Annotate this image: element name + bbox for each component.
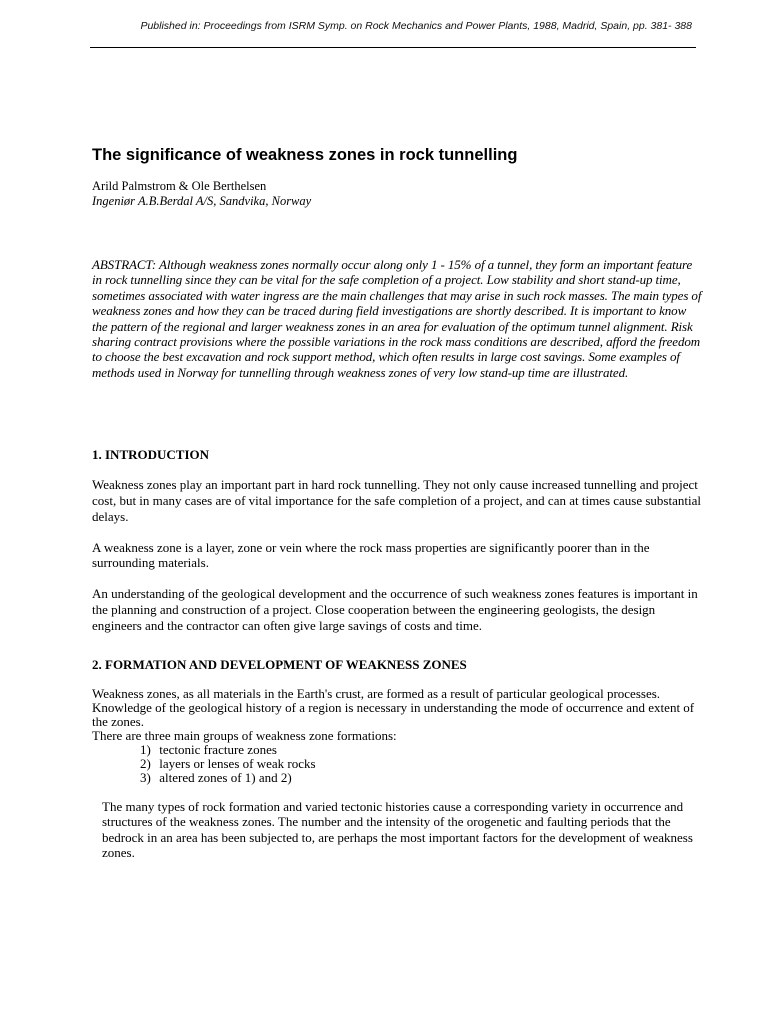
list-item <box>92 743 702 757</box>
list-lead: There are three main groups of weakness zone formations: <box>92 727 397 743</box>
list-item-number: 1) <box>140 741 151 757</box>
paragraph: A weakness zone is a layer, zone or vein where the rock mass properties are significantly poorer than in the surrounding materials. <box>92 539 650 571</box>
section-heading: 2. FORMATION AND DEVELOPMENT OF WEAKNESS ZONES <box>92 656 467 672</box>
list-item-text: tectonic fracture zones <box>159 741 277 757</box>
running-header-citation: Published in: Proceedings from ISRM Symp. on Rock Mechanics and Power Plants, 1988, Madrid, Spain, pp. 381- 388 <box>140 20 692 32</box>
section-formation <box>92 657 702 861</box>
paper-body <box>92 144 702 874</box>
formation-list <box>92 743 702 785</box>
paragraph: The many types of rock formation and varied tectonic histories cause a corresponding variety in occurrence and structures of the weakness zones. The number and the intensity of the orogenetic and faulting periods that the bedrock in an area has been subjected to, are perhaps the most important factors for the development of weakness zones. <box>102 798 693 861</box>
header-rule <box>90 47 696 48</box>
list-item-number: 3) <box>140 769 151 785</box>
section-heading: 1. INTRODUCTION <box>92 447 210 463</box>
paragraph: Weakness zones, as all materials in the Earth's crust, are formed as a result of particular geological processes. Knowledge of the geological history of a region is necessary in understanding the mode of occurrence and extent of the zones. <box>92 685 695 729</box>
list-item-text: altered zones of 1) and 2) <box>159 769 292 785</box>
paragraph: An understanding of the geological development and the occurrence of such weakness zones features is important in the planning and construction of a project. Close cooperation between the engineering geologists, the design engineers and the contractor can often give large savings of costs and time. <box>92 586 698 633</box>
paragraph: Weakness zones play an important part in hard rock tunnelling. They not only cause increased tunnelling and project cost, but in many cases are of vital importance for the safe completion of a project, and can at times cause substantial delays. <box>92 477 701 524</box>
list-item-number: 2) <box>140 755 151 771</box>
list-item <box>92 771 702 785</box>
abstract: ABSTRACT: Although weakness zones normally occur along only 1 - 15% of a tunnel, they form an important feature in rock tunnelling since they can be vital for the safe completion of a project. Low stability and short stand-up time, sometimes associated with water ingress are the main challenges that may arise in such rock masses. The main types of weakness zones and how they can be traced during field investigations are shortly described. It is important to know the pattern of the regional and larger weakness zones in an area for evaluation of the optimum tunnel alignment. Risk sharing contract provisions where the possible variations in the rock mass conditions are described, afford the freedom to choose the best excavation and rock support method, which often results in large cost savings. Some examples of methods used in Norway for tunnelling through weakness zones of very low stand-up time are illustrated. <box>92 257 702 380</box>
paper-affiliation: Ingeniør A.B.Berdal A/S, Sandvika, Norway <box>92 194 312 208</box>
paper-authors: Arild Palmstrom & Ole Berthelsen <box>92 179 267 193</box>
list-item-text: layers or lenses of weak rocks <box>159 755 316 771</box>
paper-title: The significance of weakness zones in rock tunnelling <box>92 146 518 164</box>
list-item <box>92 757 702 771</box>
section-introduction <box>92 447 702 633</box>
